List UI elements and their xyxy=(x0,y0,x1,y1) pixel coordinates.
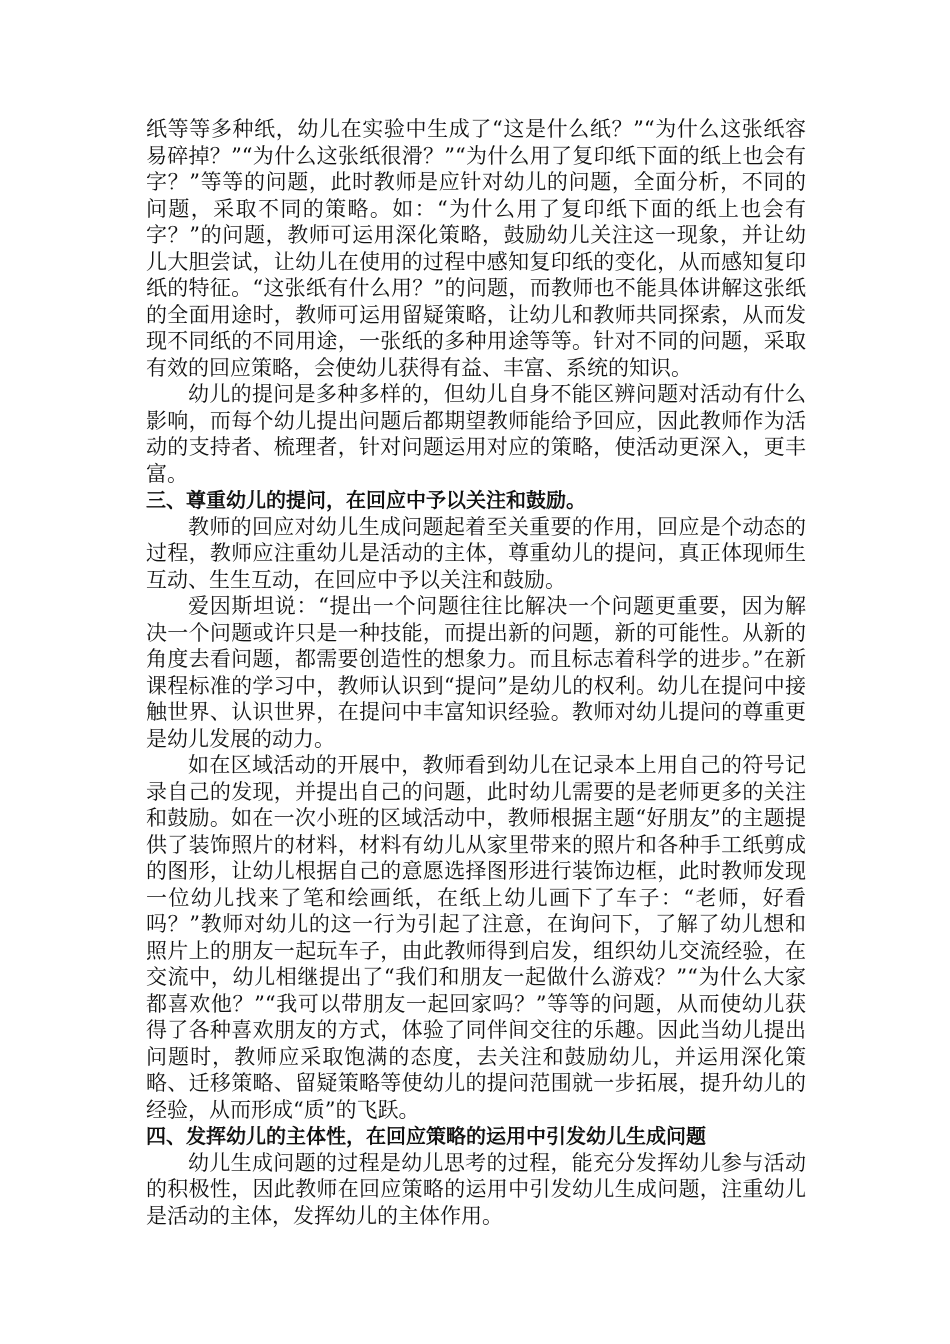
section-heading-4: 四、发挥幼儿的主体性，在回应策略的运用中引发幼儿生成问题 xyxy=(146,1124,706,1148)
paragraph-teacher-response: 教师的回应对幼儿生成问题起着至关重要的作用，回应是个动态的过程，教师应注重幼儿是活动的主体，尊重幼儿的提问，真正体现师生互动、生生互动，在回应中予以关注和鼓励。 xyxy=(146,514,806,592)
paragraph-question-variety: 幼儿的提问是多种多样的，但幼儿自身不能区辨问题对活动有什么影响，而每个幼儿提出问题后都期望教师能给予回应，因此教师作为活动的支持者、梳理者，针对问题运用对应的策略，使活动更深入，更丰富。 xyxy=(146,382,806,486)
paragraph-area-activity-example: 如在区域活动的开展中，教师看到幼儿在记录本上用自己的符号记录自己的发现，并提出自己的问题，此时幼儿需要的是老师更多的关注和鼓励。如在一次小班的区域活动中，教师根据主题“好朋友”的主题提供了装饰照片的材料，材料有幼儿从家里带来的照片和各种手工纸剪成的图形，让幼儿根据自己的意愿选择图形进行装饰边框，此时教师发现一位幼儿找来了笔和绘画纸，在纸上幼儿画下了车子：“老师，好看吗？”教师对幼儿的这一行为引起了注意，在询问下，了解了幼儿想和照片上的朋友一起玩车子，由此教师得到启发，组织幼儿交流经验，在交流中，幼儿相继提出了“我们和朋友一起做什么游戏？”“为什么大家都喜欢他？”“我可以带朋友一起回家吗？”等等的问题，从而使幼儿获得了各种喜欢朋友的方式，体验了同伴间交往的乐趣。因此当幼儿提出问题时，教师应采取饱满的态度，去关注和鼓励幼儿，并运用深化策略、迁移策略、留疑策略等使幼儿的提问范围就一步拓展，提升幼儿的经验，从而形成“质”的飞跃。 xyxy=(146,753,806,1122)
paragraph-child-subjectivity: 幼儿生成问题的过程是幼儿思考的过程，能充分发挥幼儿参与活动的积极性，因此教师在回应策略的运用中引发幼儿生成问题，注重幼儿是活动的主体，发挥幼儿的主体作用。 xyxy=(146,1150,806,1228)
section-heading-3: 三、尊重幼儿的提问，在回应中予以关注和鼓励。 xyxy=(146,488,586,512)
paragraph-paper-questions: 纸等等多种纸，幼儿在实验中生成了“这是什么纸？”“为什么这张纸容易碎掉？”“为什么这张纸很滑？”“为什么用了复印纸下面的纸上也会有字？”等等的问题，此时教师是应针对幼儿的问题，全面分析，不同的问题，采取不同的策略。如：“为什么用了复印纸下面的纸上也会有字？”的问题，教师可运用深化策略，鼓励幼儿关注这一现象，并让幼儿大胆尝试，让幼儿在使用的过程中感知复印纸的变化，从而感知复印纸的特征。“这张纸有什么用？”的问题，而教师也不能具体讲解这张纸的全面用途时，教师可运用留疑策略，让幼儿和教师共同探索，从而发现不同纸的不同用途，一张纸的多种用途等等。针对不同的问题，采取有效的回应策略，会使幼儿获得有益、丰富、系统的知识。 xyxy=(146,117,806,380)
paragraph-einstein-quote: 爱因斯坦说：“提出一个问题往往比解决一个问题更重要，因为解决一个问题或许只是一种技能，而提出新的问题，新的可能性。从新的角度去看问题，都需要创造性的想象力。而且标志着科学的进步。”在新课程标准的学习中，教师认识到“提问”是幼儿的权利。幼儿在提问中接触世界、认识世界，在提问中丰富知识经验。教师对幼儿提问的尊重更是幼儿发展的动力。 xyxy=(146,594,806,751)
document-page xyxy=(146,116,806,1229)
